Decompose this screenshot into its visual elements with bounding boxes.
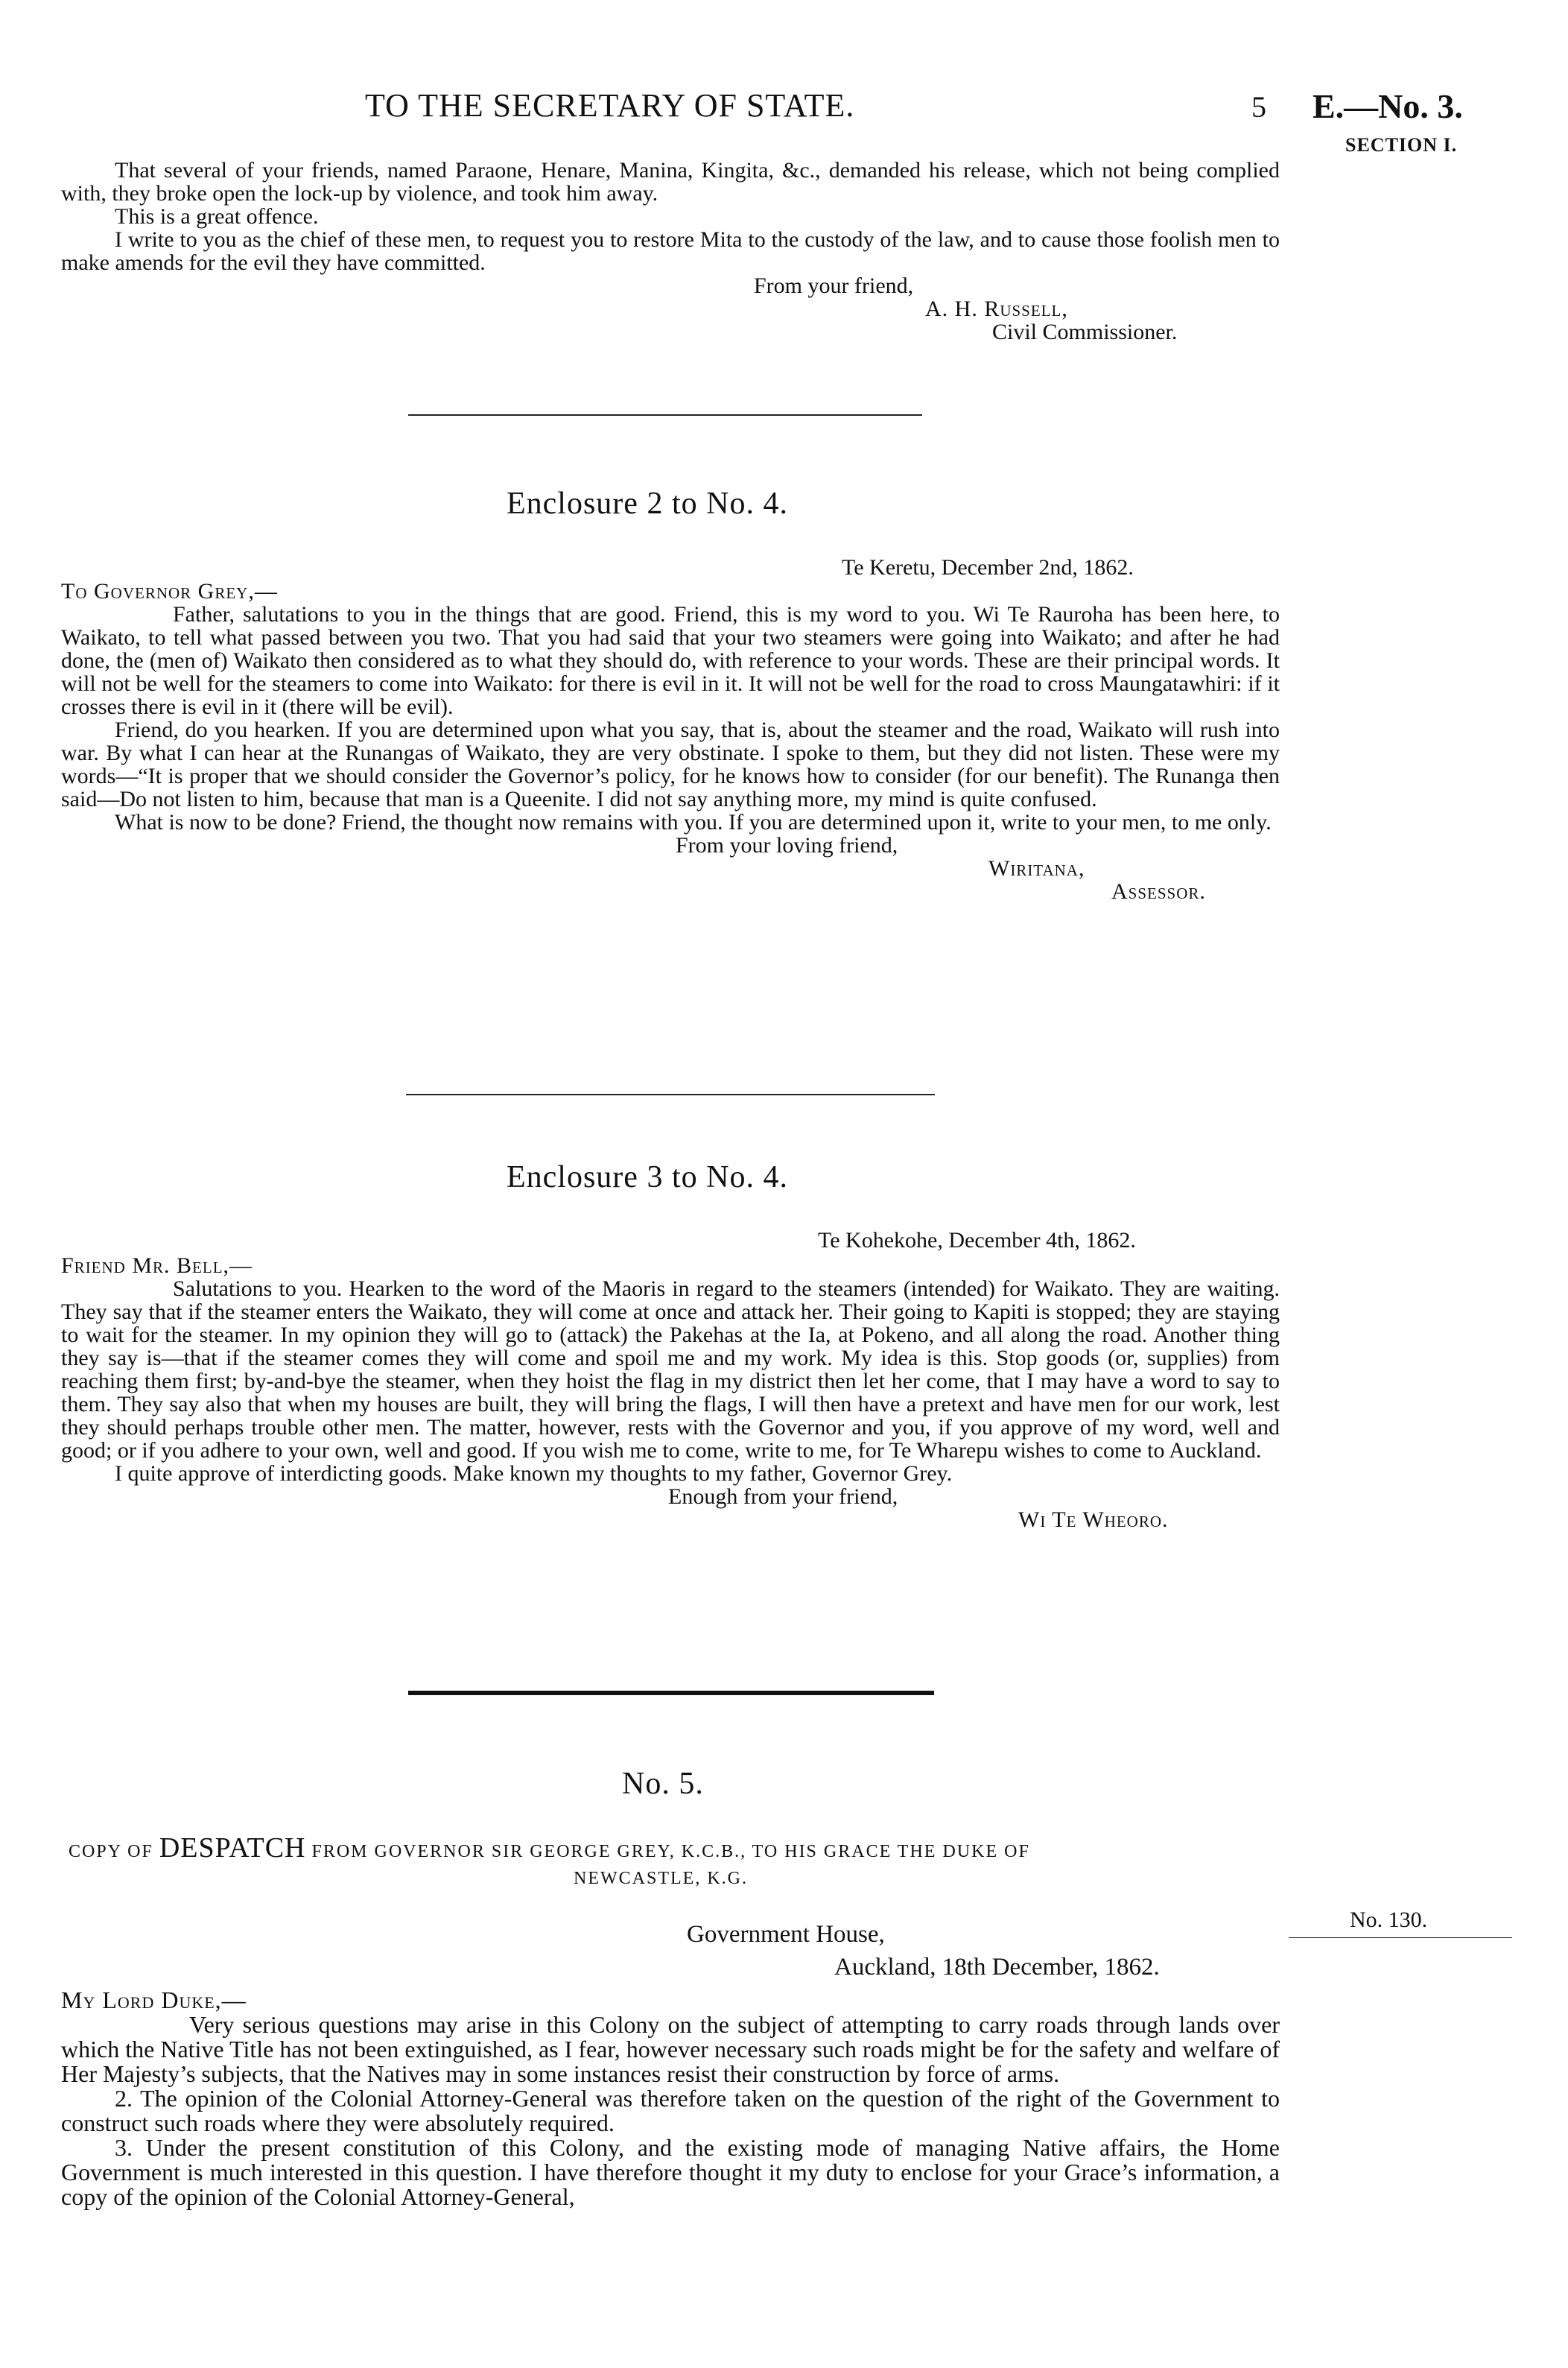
enclosure2-paragraph: Father, salutations to you in the things that are good. Friend, this is my word to you. Wi Te Rauroha has been here, to Waikato, to tell what passed between you two. That you had said that your two steamers were going into Waikato; and after he had done, the (men of) Waikato then considered as to what they should do, with reference to your words. These are their principal words. It will not be well for the steamers to come into Waikato: for there is evil in it. It will not be well for the road to cross Maungatawhiri: if it crosses there is evil in it (there will be evil). [61,602,1280,719]
enclosure2-signature-title: Assessor. [1111,879,1206,904]
enclosure3-signature: Wi Te Wheoro. [1018,1507,1169,1532]
enclosure3-paragraph: Salutations to you. Hearken to the word of the Maoris in regard to the steamers (intended) for Waikato. They are waiting. They say that if the steamer enters the Waikato, they will come at once and attack her. Their going to Kapiti is stopped; they are staying to wait for the steamer. In my opinion they will go to (attack) the Pakehas at the Ia, at Pokeno, and all along the road. Another thing they say is—that if the steamer comes they will come and spoil me and my work. My idea is this. Stop goods (or, supplies) from reaching them first; by-and-bye the steamer, when they hoist the flag in my district then let her come, that I may have a word to say to them. They say also that when my houses are built, they will bring the flags, I will then have a pretext and have men for our work, lest they should perhaps trouble other men. The matter, however, rests with the Governor and you, if you approve of my word, well and good; or if you adhere to your own, well and good. If you wish me to come, write to me, for Te Wharepu wishes to come to Auckland. [61,1276,1280,1463]
enclosure3-closing: Enough from your friend, [668,1484,898,1509]
no5-heading-rest: FROM GOVERNOR SIR GEORGE GREY, K.C.B., TO HIS GRACE THE DUKE OF [311,1842,1030,1861]
no5-paragraph: 2. The opinion of the Colonial Attorney-General was therefore taken on the question of the right of the Government to construct such roads where they were absolutely required. [61,2085,1280,2136]
enclosure3-paragraph: I quite approve of interdicting goods. Make known my thoughts to my father, Governor Grey. [115,1461,953,1486]
no5-address-line2: Auckland, 18th December, 1862. [834,1954,1160,1981]
no5-heading-copy: COPY OF [69,1842,153,1861]
divider-rule [408,414,922,416]
enclosure2-paragraph: Friend, do you hearken. If you are determined upon what you say, that is, about the steamer and the road, Waikato will rush into war. By what I can hear at the Runangas of Waikato, they are very obstinate. I spoke to them, but they did not listen. These were my words—“It is proper that we should consider the Governor’s policy, for he knows how to consider (for our benefit). The Runanga then said—Do not listen to him, because that man is a Queenite. I did not say anything more, my mind is quite confused. [61,718,1280,811]
enclosure2-salutation: To Governor Grey,— [61,579,278,604]
no5-heading [69,1832,1283,1864]
letter1-paragraph: That several of your friends, named Paraone, Henare, Manina, Kingita, &c., demanded his release, which not being complied with, they broke open the lock-up by violence, and took him away. [61,158,1280,206]
no5-heading-despatch: DESPATCH [159,1832,306,1864]
enclosure3-body [61,1254,1280,1531]
enclosure3-place-date: Te Kohekohe, December 4th, 1862. [818,1228,1136,1253]
enclosure2-place-date: Te Keretu, December 2nd, 1862. [842,555,1134,580]
enclosure2-title: Enclosure 2 to No. 4. [507,487,788,521]
document-reference: E.—No. 3. [1313,87,1463,125]
margin-note-rule [1289,1937,1512,1938]
enclosure2-paragraph: What is now to be done? Friend, the thought now remains with you. If you are determined upon it, write to your men, to me only. [115,810,1272,835]
divider-rule [406,1094,935,1095]
letter1-paragraph: This is a great offence. [115,204,319,229]
letter1-signature-title: Civil Commissioner. [992,320,1178,344]
no5-paragraph: 3. Under the present constitution of this Colony, and the existing mode of managing Native affairs, the Home Government is much interested in this question. I have therefore thought it my duty to enclose for your Grace’s information, a copy of the opinion of the Colonial Attorney-General, [61,2134,1280,2210]
section-label: SECTION I. [1345,134,1458,156]
no5-body [61,1988,1280,2209]
letter1-body [61,159,1280,344]
letter1-signature: A. H. Russell, [925,297,1068,321]
margin-note: No. 130. [1350,1908,1428,1932]
no5-heading-line2: NEWCASTLE, K.G. [574,1869,748,1888]
no5-address-line1: Government House, [687,1921,885,1948]
no5-title: No. 5. [622,1767,704,1801]
enclosure2-signature: Wiritana, [988,856,1085,881]
enclosure3-salutation: Friend Mr. Bell,— [61,1253,253,1278]
enclosure2-closing: From your loving friend, [676,833,898,858]
running-title: TO THE SECRETARY OF STATE. [365,87,855,124]
no5-salutation: My Lord Duke,— [61,1986,247,2013]
enclosure3-title: Enclosure 3 to No. 4. [507,1160,788,1194]
letter1-closing: From your friend, [754,273,914,298]
divider-rule-thick [408,1691,934,1695]
letter1-paragraph: I write to you as the chief of these men, to request you to restore Mita to the custody of the law, and to cause those foolish men to make amends for the evil they have committed. [61,227,1280,275]
no5-paragraph: Very serious questions may arise in this Colony on the subject of attempting to carry roads through lands over which the Native Title has not been extinguished, as I fear, however necessary such roads might be for the safety and welfare of Her Majesty’s subjects, that the Natives may in some instances resist their construction by force of arms. [61,2011,1280,2087]
page-number: 5 [1251,90,1266,124]
enclosure2-body [61,580,1280,903]
